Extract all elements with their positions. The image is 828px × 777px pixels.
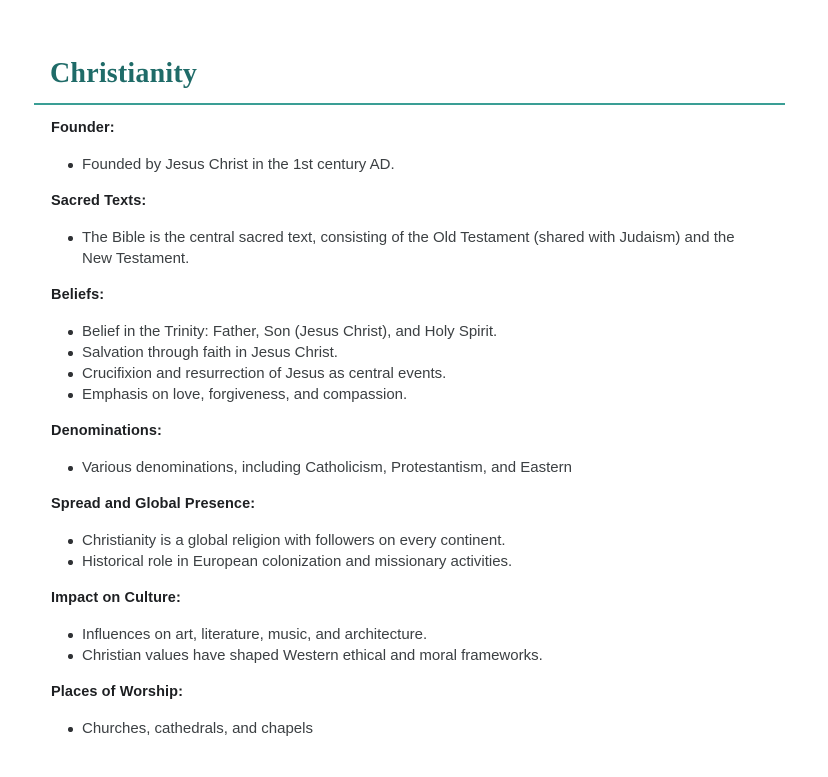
list-item: Various denominations, including Catholicism, Protestantism, and Eastern (51, 457, 751, 478)
section-list (51, 624, 751, 666)
list-item: Christianity is a global religion with followers on every continent. (51, 530, 751, 551)
section-heading: Impact on Culture: (51, 590, 181, 606)
section-list (51, 530, 751, 572)
section-beliefs (51, 285, 751, 421)
list-item: Christian values have shaped Western ethical and moral frameworks. (51, 645, 751, 666)
document-body (51, 118, 751, 739)
title-divider (34, 103, 785, 105)
list-item: Crucifixion and resurrection of Jesus as central events. (51, 363, 751, 384)
list-item: Historical role in European colonization and missionary activities. (51, 551, 751, 572)
section-sacred-texts (51, 191, 751, 285)
list-item: Salvation through faith in Jesus Christ. (51, 342, 751, 363)
section-heading: Places of Worship: (51, 684, 184, 700)
section-heading: Spread and Global Presence: (51, 496, 256, 512)
list-item: Emphasis on love, forgiveness, and compassion. (51, 384, 751, 405)
page-title: Christianity (50, 58, 198, 89)
section-list (51, 154, 751, 175)
section-list (51, 718, 751, 739)
list-item: Influences on art, literature, music, and architecture. (51, 624, 751, 645)
section-founder (51, 118, 751, 191)
list-item: Churches, cathedrals, and chapels (51, 718, 751, 739)
list-item: The Bible is the central sacred text, consisting of the Old Testament (shared with Judaism) and the New Testament. (51, 227, 751, 269)
section-heading: Beliefs: (51, 287, 105, 303)
list-item: Founded by Jesus Christ in the 1st century AD. (51, 154, 751, 175)
section-spread-and-global-presence (51, 494, 751, 588)
section-heading: Denominations: (51, 423, 162, 439)
section-list (51, 457, 751, 478)
section-impact-on-culture (51, 588, 751, 682)
section-heading: Sacred Texts: (51, 193, 147, 209)
list-item: Belief in the Trinity: Father, Son (Jesus Christ), and Holy Spirit. (51, 321, 751, 342)
section-places-of-worship (51, 682, 751, 739)
section-denominations (51, 421, 751, 494)
section-list (51, 321, 751, 405)
section-heading: Founder: (51, 120, 115, 136)
section-list (51, 227, 751, 269)
